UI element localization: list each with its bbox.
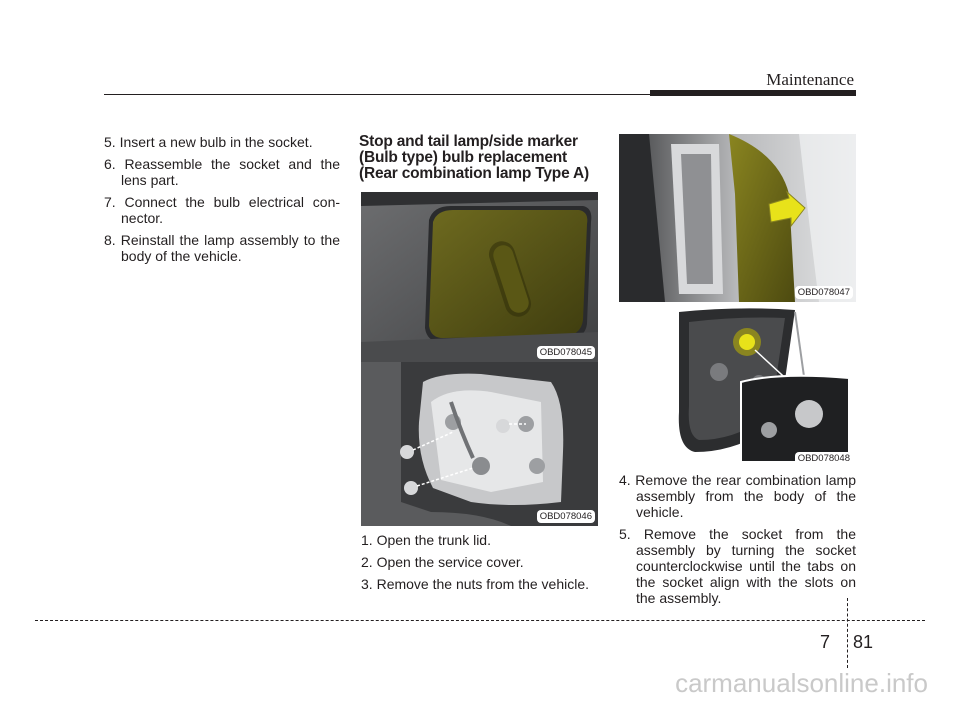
list-item [619, 526, 856, 606]
right-column [619, 472, 856, 612]
footer-rule [35, 620, 925, 621]
step-text: Remove the socket from the assembly by turning the socket counterclockwise until the tabs on the socket align with the slots on the assembly. [636, 526, 857, 606]
right-steps-list [619, 472, 856, 606]
left-steps-list [104, 134, 340, 264]
figure-socket [619, 302, 856, 468]
service-cover-illustration [361, 192, 598, 362]
step-text: Remove the rear combination lamp assembly from the body of the vehicle. [635, 472, 857, 520]
figure-lamp-removal [619, 134, 856, 302]
step-text: Open the trunk lid. [376, 532, 491, 548]
step-number: 2. [361, 554, 373, 570]
list-item [104, 232, 340, 264]
watermark: carmanualsonline.info [675, 668, 928, 698]
step-number: 6. [104, 156, 116, 172]
figure-code: OBD078047 [795, 286, 853, 299]
section-heading [359, 134, 611, 182]
step-text: Reinstall the lamp assembly to the body of the vehicle. [120, 232, 340, 264]
lamp-removal-illustration [619, 134, 856, 302]
header-rule-accent [650, 90, 856, 96]
step-text: Connect the bulb electrical con- nector. [121, 194, 341, 226]
figure-code: OBD078045 [537, 346, 595, 359]
step-number: 3. [361, 576, 373, 592]
list-item [104, 134, 340, 150]
step-number: 8. [104, 232, 116, 248]
step-text: Insert a new bulb in the socket. [119, 134, 313, 150]
middle-column [361, 532, 601, 598]
step-text: Open the service cover. [376, 554, 524, 570]
list-item [619, 472, 856, 520]
heading-line: (Bulb type) bulb replacement [359, 149, 567, 166]
figure-code: OBD078048 [795, 452, 853, 465]
step-number: 5. [104, 134, 116, 150]
page-number: 81 [853, 632, 874, 652]
list-item [104, 194, 340, 226]
chapter-number: 7 [820, 632, 831, 652]
list-item [361, 554, 601, 570]
left-column [104, 134, 340, 270]
step-text: Reassemble the socket and the lens part. [121, 156, 340, 188]
socket-illustration [619, 302, 856, 468]
step-text: Remove the nuts from the vehicle. [376, 576, 590, 592]
figure-service-cover [361, 192, 598, 362]
step-number: 7. [104, 194, 116, 210]
page-section-title: Maintenance [766, 70, 854, 89]
figure-code: OBD078046 [537, 510, 595, 523]
step-number: 4. [619, 472, 631, 488]
footer-divider [847, 598, 848, 668]
figure-nuts [361, 362, 598, 526]
step-number: 5. [619, 526, 631, 542]
heading-line: (Rear combination lamp Type A) [359, 165, 589, 182]
list-item [104, 156, 340, 188]
list-item [361, 532, 601, 548]
step-number: 1. [361, 532, 373, 548]
nuts-illustration [361, 362, 598, 526]
list-item [361, 576, 601, 592]
middle-steps-list [361, 532, 601, 592]
heading-line: Stop and tail lamp/side marker [359, 133, 578, 150]
